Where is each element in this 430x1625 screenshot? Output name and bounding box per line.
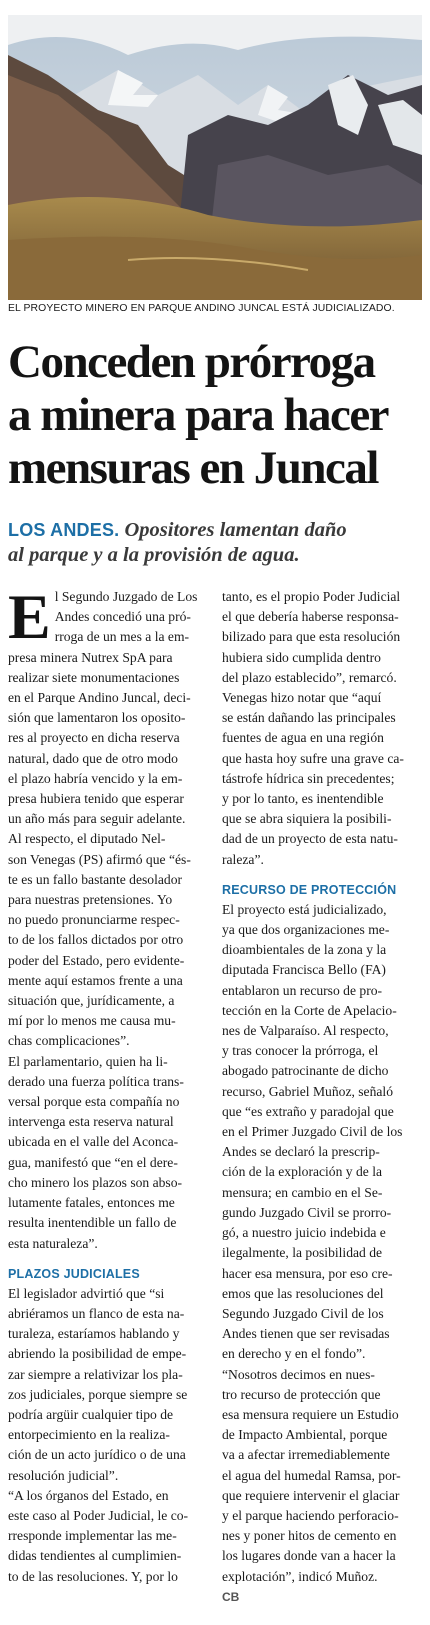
mountain-landscape-image (8, 15, 422, 300)
text-line: Andes se declaró la prescrip- (222, 1144, 380, 1160)
text-line: natural, dado que de otro modo (8, 750, 178, 766)
text-line: sión que lamentaron los oposito- (8, 710, 186, 726)
text-line: presa hubiera tenido que esperar (8, 791, 184, 807)
text-line: y el parque haciendo perforacio- (222, 1507, 399, 1523)
article-body (8, 581, 206, 1254)
deck-text: Opositores lamentan daño (124, 519, 347, 541)
text-line: El legislador advirtió que “si (8, 1285, 165, 1301)
text-line: el agua del humedal Ramsa, por- (222, 1467, 401, 1483)
text-line: no puedo pronunciarme respec- (8, 912, 180, 928)
headline-line: mensuras en Juncal (8, 442, 378, 494)
drop-cap: E (8, 581, 51, 652)
text-line: zar siempre a relativizar los pla- (8, 1366, 183, 1382)
text-line: mente aquí estamos frente a una (8, 972, 183, 988)
text-line: entablaron un recurso de pro- (222, 982, 383, 998)
text-line: derado una fuerza política trans- (8, 1073, 184, 1089)
text-line: en el Primer Juzgado Civil de los (222, 1124, 403, 1140)
text-line: El proyecto está judicializado, (222, 901, 387, 917)
text-line: cho minero los plazos son abso- (8, 1174, 183, 1190)
text-line: bilizado para que esta resolución (222, 629, 401, 645)
text-line: emos que las resoluciones del (222, 1285, 384, 1301)
text-line: mí por lo menos me causa mu- (8, 1013, 176, 1029)
text-line: turaleza, estaríamos hablando y (8, 1326, 180, 1342)
text-line: ción de la exploración y de la (222, 1164, 383, 1180)
text-line: rroga de un mes a la em- (54, 629, 190, 645)
headline (8, 336, 424, 495)
text-line: abogado patrocinante de dicho (222, 1063, 389, 1079)
text-line: rresponde implementar las me- (8, 1528, 177, 1544)
text-line: El parlamentario, quien ha li- (8, 1053, 168, 1069)
text-line: zos judiciales, porque siempre se (8, 1386, 188, 1402)
text-line: presa minera Nutrex SpA para (8, 649, 173, 665)
text-line: hubiera sido cumplida dentro (222, 649, 381, 665)
text-line: realizar siete monumentaciones (8, 669, 180, 685)
text-line: que requiere intervenir el glaciar (222, 1487, 400, 1503)
text-line: los lugares donde van a hacer la (222, 1548, 396, 1564)
text-line: del plazo establecido”, remarcó. (222, 669, 397, 685)
text-line: el plazo habría vencido y la em- (8, 770, 183, 786)
text-line: para nuestras pretensiones. Yo (8, 892, 173, 908)
text-line: hacer esa mensura, por eso cre- (222, 1265, 393, 1281)
article-column-right (222, 587, 420, 1607)
text-line: podría argüir cualquier tipo de (8, 1406, 174, 1422)
text-line: versal porque esta compañía no (8, 1094, 180, 1110)
text-line: ya que dos organizaciones me- (222, 922, 390, 938)
text-line: Segundo Juzgado Civil de los (222, 1305, 384, 1321)
text-line: este caso al Poder Judicial, le co- (8, 1507, 189, 1523)
section-subhead: RECURSO DE PROTECCIÓN (222, 882, 397, 897)
photo-caption: EL PROYECTO MINERO EN PARQUE ANDINO JUNCAL ESTÁ JUDICIALIZADO. (8, 303, 395, 314)
text-line: tro recurso de protección que (222, 1386, 381, 1402)
text-line: tección en la Corte de Apelacio- (222, 1002, 397, 1018)
text-line: dad de un proyecto de esta natu- (222, 831, 398, 847)
text-line: res al proyecto en dicha reserva (8, 730, 180, 746)
location-kicker: LOS ANDES. (8, 520, 120, 540)
text-line: que se abra siquiera la posibili- (222, 811, 392, 827)
article-body (222, 587, 420, 870)
text-line: te es un fallo bastante desolador (8, 871, 183, 887)
text-line: nes de Valparaíso. Al respecto, (222, 1023, 389, 1039)
text-line: un año más para seguir adelante. (8, 811, 186, 827)
text-line: explotación”, indicó Muñoz. (222, 1568, 378, 1584)
text-line: en el Parque Andino Juncal, deci- (8, 690, 191, 706)
text-line: fuentes de agua en una región (222, 730, 384, 746)
text-line: que “es extraño y paradojal que (222, 1103, 394, 1119)
text-line: recurso, Gabriel Muñoz, señaló (222, 1083, 393, 1099)
text-line: ción de un acto jurídico o de una (8, 1447, 186, 1463)
text-line: que hasta hoy sufre una grave ca- (222, 750, 404, 766)
text-line: ilegalmente, la posibilidad de (222, 1245, 383, 1261)
text-line: to de las resoluciones. Y, por lo (8, 1568, 178, 1584)
text-line: va a afectar irremediablemente (222, 1447, 390, 1463)
text-line: Venegas hizo notar que “aquí (222, 690, 382, 706)
article-column-left (8, 581, 206, 1587)
subheadline (8, 518, 424, 568)
text-line: dioambientales de la zona y la (222, 942, 387, 958)
text-line: el que debería haberse responsa- (222, 609, 399, 625)
text-line: son Venegas (PS) afirmó que “és- (8, 851, 191, 867)
text-line: esta naturaleza”. (8, 1235, 98, 1251)
text-line: intervenga esta reserva natural (8, 1114, 174, 1130)
text-line: tástrofe hídrica sin precedentes; (222, 770, 395, 786)
text-line: Andes concedió una pró- (54, 609, 191, 625)
text-line: nes y poner hitos de cemento en (222, 1528, 397, 1544)
text-line: en derecho y en el fondo”. (222, 1346, 366, 1362)
text-line: ubicada en el valle del Aconca- (8, 1134, 179, 1150)
text-line: l Segundo Juzgado de Los (54, 589, 198, 604)
text-line: tanto, es el propio Poder Judicial (222, 589, 401, 604)
text-line: raleza”. (222, 851, 264, 867)
text-line: abriéramos un flanco de esta na- (8, 1305, 185, 1321)
text-line: gó, a nuestro juicio indebida e (222, 1225, 386, 1241)
text-line: resulta inentendible un fallo de (8, 1215, 177, 1231)
text-line: entorpecimiento en la realiza- (8, 1427, 170, 1443)
text-line: gundo Juzgado Civil se prorro- (222, 1204, 392, 1220)
end-mark-icon: CB (222, 1589, 240, 1604)
text-line: de Impacto Ambiental, porque (222, 1427, 388, 1443)
text-line: mensura; en cambio en el Se- (222, 1184, 383, 1200)
text-line: Andes tienen que ser revisadas (222, 1326, 390, 1342)
text-line: situación que, jurídicamente, a (8, 993, 175, 1009)
text-line: se están dañando las principales (222, 710, 396, 726)
text-line: to de los fallos dictados por otro (8, 932, 184, 948)
article-body (222, 900, 420, 1587)
text-line: resolución judicial”. (8, 1467, 119, 1483)
text-line: chas complicaciones”. (8, 1033, 130, 1049)
text-line: Al respecto, el diputado Nel- (8, 831, 166, 847)
text-line: lutamente fatales, entonces me (8, 1195, 175, 1211)
article-photo (8, 15, 422, 300)
text-line: didas tendientes al cumplimien- (8, 1548, 182, 1564)
text-line: gua, manifestó que “en el dere- (8, 1154, 178, 1170)
article-body (8, 1284, 206, 1587)
text-line: diputada Francisca Bello (FA) (222, 962, 386, 978)
text-line: “A los órganos del Estado, en (8, 1487, 169, 1503)
section-subhead: PLAZOS JUDICIALES (8, 1266, 140, 1281)
text-line: esa mensura requiere un Estudio (222, 1406, 399, 1422)
text-line: poder del Estado, pero evidente- (8, 952, 185, 968)
headline-line: Conceden prórroga (8, 336, 375, 388)
text-line: abriendo la posibilidad de empe- (8, 1346, 187, 1362)
text-line: y por lo tanto, es inentendible (222, 791, 384, 807)
headline-line: a minera para hacer (8, 389, 389, 441)
text-line: “Nosotros decimos en nues- (222, 1366, 375, 1382)
text-line: y tras conocer la prórroga, el (222, 1043, 379, 1059)
deck-text: al parque y a la provisión de agua. (8, 544, 300, 566)
